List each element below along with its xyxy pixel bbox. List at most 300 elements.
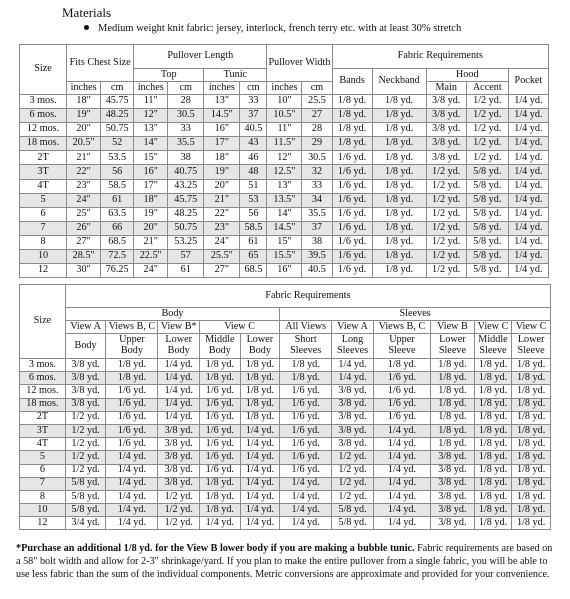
table-cell: 1/2 yd. bbox=[466, 95, 508, 109]
table-cell: 28.5" bbox=[67, 250, 101, 264]
row-size-label: 18 mos. bbox=[20, 398, 66, 411]
table-cell: 1/4 yd. bbox=[373, 424, 430, 437]
table-cell: 1/8 yd. bbox=[512, 411, 551, 424]
table-cell: 25" bbox=[67, 207, 101, 221]
table-cell: 46 bbox=[240, 151, 267, 165]
table-cell: 1/8 yd. bbox=[431, 424, 475, 437]
table-cell: 1/8 yd. bbox=[372, 221, 426, 235]
table-cell: 5/8 yd. bbox=[65, 477, 106, 490]
table-cell: 66 bbox=[101, 221, 134, 235]
table-cell: 1/8 yd. bbox=[512, 385, 551, 398]
table-cell: 30" bbox=[67, 264, 101, 278]
table-row bbox=[20, 221, 549, 235]
table-cell: 25.5" bbox=[204, 250, 240, 264]
table-cell: 1/4 yd. bbox=[332, 359, 374, 372]
table-cell: 1/8 yd. bbox=[200, 359, 241, 372]
table-cell: 22.5" bbox=[134, 250, 168, 264]
table-cell: 3/8 yd. bbox=[332, 438, 374, 451]
table-cell: 12" bbox=[134, 109, 168, 123]
table-cell: 1/2 yd. bbox=[332, 490, 374, 503]
table-cell: 1/6 yd. bbox=[332, 151, 372, 165]
table-cell: 1/8 yd. bbox=[431, 359, 475, 372]
table-cell: 1/8 yd. bbox=[474, 424, 511, 437]
t1-unit-inches: inches bbox=[204, 82, 240, 95]
row-size-label: 5 bbox=[20, 451, 66, 464]
t1-unit-cm: cm bbox=[302, 82, 332, 95]
table-cell: 1/6 yd. bbox=[200, 451, 241, 464]
table-cell: 3/8 yd. bbox=[332, 385, 374, 398]
t1-header-main: Main bbox=[426, 82, 466, 95]
table-cell: 5/8 yd. bbox=[466, 179, 508, 193]
table-cell: 1/2 yd. bbox=[65, 451, 106, 464]
table-cell: 1/6 yd. bbox=[332, 207, 372, 221]
row-size-label: 3 mos. bbox=[20, 95, 67, 109]
table-cell: 1/2 yd. bbox=[426, 250, 466, 264]
table-cell: 1/4 yd. bbox=[508, 221, 548, 235]
table-cell: 1/2 yd. bbox=[426, 221, 466, 235]
row-size-label: 8 bbox=[20, 235, 67, 249]
table-cell: 1/2 yd. bbox=[332, 477, 374, 490]
table-row bbox=[20, 137, 549, 151]
t2-part: Upper Body bbox=[106, 334, 158, 359]
table-cell: 1/8 yd. bbox=[332, 95, 372, 109]
table-cell: 11.5" bbox=[267, 137, 302, 151]
table-cell: 1/2 yd. bbox=[65, 464, 106, 477]
table-cell: 22" bbox=[67, 165, 101, 179]
table-cell: 1/8 yd. bbox=[280, 359, 332, 372]
table-row bbox=[20, 398, 551, 411]
table-cell: 5/8 yd. bbox=[466, 250, 508, 264]
table-cell: 3/8 yd. bbox=[65, 385, 106, 398]
table-cell: 1/2 yd. bbox=[332, 451, 374, 464]
table-row bbox=[20, 250, 549, 264]
t2-view: Views B, C bbox=[106, 321, 158, 334]
table-row bbox=[20, 385, 551, 398]
table-cell: 40.5 bbox=[302, 264, 332, 278]
table-cell: 19" bbox=[134, 207, 168, 221]
table-cell: 18" bbox=[67, 95, 101, 109]
table-cell: 1/8 yd. bbox=[431, 411, 475, 424]
t1-header-neckband: Neckband bbox=[372, 69, 426, 95]
table-cell: 1/8 yd. bbox=[474, 504, 511, 517]
table-cell: 1/8 yd. bbox=[332, 109, 372, 123]
table-row bbox=[20, 165, 549, 179]
table-cell: 1/6 yd. bbox=[200, 438, 241, 451]
table-row bbox=[20, 372, 551, 385]
row-size-label: 2T bbox=[20, 151, 67, 165]
table-cell: 1/8 yd. bbox=[512, 504, 551, 517]
table-row bbox=[20, 193, 549, 207]
table-cell: 1/6 yd. bbox=[280, 385, 332, 398]
table-cell: 1/8 yd. bbox=[512, 359, 551, 372]
t2-header-size: Size bbox=[20, 285, 66, 359]
table-cell: 28 bbox=[302, 123, 332, 137]
table-cell: 1/2 yd. bbox=[65, 438, 106, 451]
table-cell: 3/8 yd. bbox=[426, 109, 466, 123]
table-cell: 1/4 yd. bbox=[373, 517, 430, 530]
table-cell: 58.5 bbox=[240, 221, 267, 235]
table-cell: 1/8 yd. bbox=[474, 490, 511, 503]
table-cell: 1/4 yd. bbox=[158, 372, 200, 385]
table-cell: 48 bbox=[240, 165, 267, 179]
table-cell: 3/8 yd. bbox=[332, 398, 374, 411]
table-cell: 3/4 yd. bbox=[65, 517, 106, 530]
table-cell: 45.75 bbox=[168, 193, 204, 207]
table-cell: 5/8 yd. bbox=[65, 504, 106, 517]
table-cell: 1/4 yd. bbox=[508, 193, 548, 207]
table-cell: 72.5 bbox=[101, 250, 134, 264]
table-cell: 20" bbox=[204, 179, 240, 193]
bullet-icon bbox=[84, 25, 89, 30]
table-cell: 20" bbox=[67, 123, 101, 137]
table-cell: 1/6 yd. bbox=[332, 165, 372, 179]
table-cell: 57 bbox=[168, 250, 204, 264]
table-cell: 20" bbox=[134, 221, 168, 235]
table-cell: 1/8 yd. bbox=[474, 372, 511, 385]
table-cell: 1/4 yd. bbox=[373, 451, 430, 464]
table-cell: 3/8 yd. bbox=[158, 477, 200, 490]
table-cell: 1/8 yd. bbox=[372, 179, 426, 193]
table-cell: 27" bbox=[67, 235, 101, 249]
table-cell: 3/8 yd. bbox=[65, 398, 106, 411]
table-cell: 16" bbox=[134, 165, 168, 179]
table-cell: 1/4 yd. bbox=[508, 95, 548, 109]
table-cell: 1/2 yd. bbox=[426, 193, 466, 207]
t2-part: Lower Sleeve bbox=[431, 334, 475, 359]
t1-unit-inches: inches bbox=[134, 82, 168, 95]
table-cell: 3/8 yd. bbox=[158, 451, 200, 464]
table-cell: 1/4 yd. bbox=[508, 179, 548, 193]
table-row bbox=[20, 207, 549, 221]
table-cell: 14.5" bbox=[267, 221, 302, 235]
table-cell: 1/8 yd. bbox=[240, 385, 280, 398]
table-cell: 1/8 yd. bbox=[474, 438, 511, 451]
table-cell: 21" bbox=[134, 235, 168, 249]
table-cell: 1/8 yd. bbox=[240, 359, 280, 372]
table-cell: 50.75 bbox=[168, 221, 204, 235]
table-cell: 13" bbox=[134, 123, 168, 137]
row-size-label: 6 mos. bbox=[20, 372, 66, 385]
table-cell: 32 bbox=[302, 165, 332, 179]
materials-text: Medium weight knit fabric: jersey, interlock, french terry etc. with at least 30% stretch bbox=[98, 23, 462, 34]
table-cell: 1/4 yd. bbox=[280, 477, 332, 490]
table-row bbox=[20, 179, 549, 193]
size-chart-table bbox=[19, 44, 549, 278]
table-cell: 39.5 bbox=[302, 250, 332, 264]
table-cell: 1/6 yd. bbox=[280, 438, 332, 451]
table-cell: 1/4 yd. bbox=[106, 490, 158, 503]
table-cell: 24" bbox=[67, 193, 101, 207]
table-cell: 53 bbox=[240, 193, 267, 207]
footnote bbox=[16, 542, 556, 581]
table-cell: 1/8 yd. bbox=[240, 398, 280, 411]
t2-part: Lower Body bbox=[240, 334, 280, 359]
table-cell: 1/2 yd. bbox=[158, 517, 200, 530]
table-cell: 1/4 yd. bbox=[240, 424, 280, 437]
row-size-label: 12 bbox=[20, 517, 66, 530]
table-cell: 29 bbox=[302, 137, 332, 151]
t2-header-body: Body bbox=[65, 308, 279, 321]
table-cell: 21" bbox=[204, 193, 240, 207]
table-cell: 1/6 yd. bbox=[200, 385, 241, 398]
table-cell: 1/8 yd. bbox=[372, 95, 426, 109]
table-row bbox=[20, 451, 551, 464]
table-cell: 3/8 yd. bbox=[431, 451, 475, 464]
table-row bbox=[20, 235, 549, 249]
table-cell: 26" bbox=[67, 221, 101, 235]
t1-header-top: Top bbox=[134, 69, 204, 82]
table-cell: 1/6 yd. bbox=[280, 464, 332, 477]
row-size-label: 6 bbox=[20, 207, 67, 221]
table-cell: 27" bbox=[204, 264, 240, 278]
t2-part: Lower Sleeve bbox=[512, 334, 551, 359]
table-cell: 1/8 yd. bbox=[372, 207, 426, 221]
table-cell: 23" bbox=[67, 179, 101, 193]
table-row bbox=[20, 109, 549, 123]
table-cell: 1/4 yd. bbox=[373, 438, 430, 451]
table-cell: 5/8 yd. bbox=[332, 517, 374, 530]
table-cell: 1/6 yd. bbox=[106, 411, 158, 424]
table-cell: 1/8 yd. bbox=[372, 264, 426, 278]
table-cell: 1/6 yd. bbox=[373, 372, 430, 385]
table-row bbox=[20, 517, 551, 530]
table-cell: 1/8 yd. bbox=[372, 137, 426, 151]
table-cell: 1/4 yd. bbox=[373, 504, 430, 517]
table-cell: 14" bbox=[267, 207, 302, 221]
table-cell: 1/6 yd. bbox=[200, 398, 241, 411]
table-cell: 3/8 yd. bbox=[158, 438, 200, 451]
table-cell: 5/8 yd. bbox=[466, 193, 508, 207]
table-cell: 1/2 yd. bbox=[158, 504, 200, 517]
table-cell: 3/8 yd. bbox=[431, 517, 475, 530]
table-cell: 1/6 yd. bbox=[200, 411, 241, 424]
table-cell: 5/8 yd. bbox=[466, 264, 508, 278]
table-cell: 1/2 yd. bbox=[466, 137, 508, 151]
table-cell: 1/4 yd. bbox=[106, 451, 158, 464]
table-row bbox=[20, 264, 549, 278]
table-cell: 1/6 yd. bbox=[200, 424, 241, 437]
table-cell: 30.5 bbox=[168, 109, 204, 123]
row-size-label: 4T bbox=[20, 438, 66, 451]
t2-part: Lower Body bbox=[158, 334, 200, 359]
table-cell: 1/4 yd. bbox=[508, 151, 548, 165]
table-cell: 1/4 yd. bbox=[240, 464, 280, 477]
table-cell: 1/4 yd. bbox=[200, 517, 241, 530]
table-cell: 17" bbox=[134, 179, 168, 193]
t1-header-hood: Hood bbox=[426, 69, 508, 82]
table-cell: 25.5 bbox=[302, 95, 332, 109]
t2-view: View C bbox=[474, 321, 511, 334]
table-cell: 1/4 yd. bbox=[106, 517, 158, 530]
table-cell: 1/2 yd. bbox=[158, 490, 200, 503]
table-cell: 1/4 yd. bbox=[373, 464, 430, 477]
table-cell: 1/6 yd. bbox=[332, 235, 372, 249]
footnote-text: Fabric requirements are based on a 58" bolt width and allow for 2-3" shrinkage/yard. If you plan to make the entire pullover from a single fabric, you will be able to use less fabric than the sum of the individual components. Metric conversions are approximate and provided for your convenience. bbox=[16, 543, 553, 580]
table-cell: 1/4 yd. bbox=[280, 504, 332, 517]
table-cell: 1/8 yd. bbox=[512, 517, 551, 530]
table-cell: 1/8 yd. bbox=[200, 372, 241, 385]
table-cell: 1/4 yd. bbox=[158, 359, 200, 372]
table-cell: 51 bbox=[240, 179, 267, 193]
table-cell: 1/4 yd. bbox=[240, 517, 280, 530]
table-cell: 53.5 bbox=[101, 151, 134, 165]
table-cell: 50.75 bbox=[101, 123, 134, 137]
t2-view: View B* bbox=[158, 321, 200, 334]
table-cell: 5/8 yd. bbox=[466, 165, 508, 179]
table-cell: 1/4 yd. bbox=[508, 264, 548, 278]
table-cell: 19" bbox=[204, 165, 240, 179]
table-row bbox=[20, 438, 551, 451]
table-cell: 63.5 bbox=[101, 207, 134, 221]
t2-view: Views B, C bbox=[373, 321, 430, 334]
table-cell: 1/6 yd. bbox=[106, 424, 158, 437]
row-size-label: 6 mos. bbox=[20, 109, 67, 123]
table-cell: 37 bbox=[302, 221, 332, 235]
table-cell: 3/8 yd. bbox=[158, 424, 200, 437]
table-cell: 1/6 yd. bbox=[332, 221, 372, 235]
t2-view: View B bbox=[431, 321, 475, 334]
row-size-label: 3T bbox=[20, 424, 66, 437]
table-cell: 1/8 yd. bbox=[240, 411, 280, 424]
table-cell: 1/8 yd. bbox=[474, 385, 511, 398]
row-size-label: 6 bbox=[20, 464, 66, 477]
table-cell: 61 bbox=[101, 193, 134, 207]
t2-view: View A bbox=[332, 321, 374, 334]
table-cell: 1/8 yd. bbox=[474, 464, 511, 477]
table-row bbox=[20, 411, 551, 424]
table-cell: 1/8 yd. bbox=[474, 359, 511, 372]
table-cell: 15.5" bbox=[267, 250, 302, 264]
row-size-label: 12 mos. bbox=[20, 123, 67, 137]
table-cell: 3/8 yd. bbox=[431, 477, 475, 490]
t2-part: Long Sleeves bbox=[332, 334, 374, 359]
row-size-label: 7 bbox=[20, 221, 67, 235]
table-cell: 1/6 yd. bbox=[373, 385, 430, 398]
t2-view: View C bbox=[200, 321, 280, 334]
table-cell: 5/8 yd. bbox=[65, 490, 106, 503]
table-cell: 33 bbox=[240, 95, 267, 109]
table-cell: 1/4 yd. bbox=[106, 504, 158, 517]
table-cell: 13" bbox=[267, 179, 302, 193]
table-cell: 1/4 yd. bbox=[240, 451, 280, 464]
table-cell: 1/4 yd. bbox=[508, 137, 548, 151]
table-cell: 1/8 yd. bbox=[332, 123, 372, 137]
t1-header-tunic: Tunic bbox=[204, 69, 267, 82]
table-cell: 56 bbox=[101, 165, 134, 179]
table-cell: 3/8 yd. bbox=[426, 137, 466, 151]
table-cell: 1/6 yd. bbox=[332, 250, 372, 264]
table-cell: 5/8 yd. bbox=[466, 221, 508, 235]
table-cell: 1/8 yd. bbox=[106, 372, 158, 385]
t2-header-fabric: Fabric Requirements bbox=[65, 285, 550, 308]
table-cell: 48.25 bbox=[101, 109, 134, 123]
table-cell: 1/6 yd. bbox=[106, 438, 158, 451]
table-cell: 33 bbox=[302, 179, 332, 193]
table-cell: 1/6 yd. bbox=[373, 398, 430, 411]
row-size-label: 10 bbox=[20, 504, 66, 517]
table-cell: 1/4 yd. bbox=[106, 477, 158, 490]
t1-unit-inches: inches bbox=[267, 82, 302, 95]
table-row bbox=[20, 477, 551, 490]
table-cell: 1/2 yd. bbox=[466, 151, 508, 165]
table-cell: 38 bbox=[302, 235, 332, 249]
table-cell: 1/8 yd. bbox=[431, 372, 475, 385]
t1-unit-cm: cm bbox=[240, 82, 267, 95]
t1-header-length: Pullover Length bbox=[134, 45, 267, 69]
table-cell: 1/4 yd. bbox=[106, 464, 158, 477]
table-cell: 1/4 yd. bbox=[240, 490, 280, 503]
table-cell: 1/2 yd. bbox=[426, 264, 466, 278]
table-cell: 20.5" bbox=[67, 137, 101, 151]
table-cell: 3/8 yd. bbox=[426, 151, 466, 165]
table-cell: 3/8 yd. bbox=[431, 490, 475, 503]
table-cell: 16" bbox=[267, 264, 302, 278]
table-cell: 1/2 yd. bbox=[426, 165, 466, 179]
table-cell: 3/8 yd. bbox=[431, 504, 475, 517]
table-cell: 3/8 yd. bbox=[65, 359, 106, 372]
table-cell: 1/2 yd. bbox=[332, 464, 374, 477]
t2-part: Upper Sleeve bbox=[373, 334, 430, 359]
table-cell: 30.5 bbox=[302, 151, 332, 165]
table-cell: 58.5 bbox=[101, 179, 134, 193]
table-cell: 1/6 yd. bbox=[200, 464, 241, 477]
table-cell: 15" bbox=[267, 235, 302, 249]
table-cell: 1/4 yd. bbox=[280, 490, 332, 503]
row-size-label: 8 bbox=[20, 490, 66, 503]
table-cell: 1/8 yd. bbox=[431, 438, 475, 451]
row-size-label: 4T bbox=[20, 179, 67, 193]
table-cell: 1/8 yd. bbox=[512, 424, 551, 437]
table-cell: 1/8 yd. bbox=[474, 398, 511, 411]
table-cell: 1/6 yd. bbox=[106, 385, 158, 398]
table-cell: 18" bbox=[134, 193, 168, 207]
table-cell: 1/8 yd. bbox=[512, 464, 551, 477]
table-cell: 3/8 yd. bbox=[332, 424, 374, 437]
table-cell: 1/8 yd. bbox=[200, 490, 241, 503]
footnote-bold: *Purchase an additional 1/8 yd. for the View B lower body if you are making a bubble tunic. bbox=[16, 543, 415, 554]
t2-view: View C bbox=[512, 321, 551, 334]
table-cell: 10" bbox=[267, 95, 302, 109]
table-cell: 56 bbox=[240, 207, 267, 221]
table-cell: 1/6 yd. bbox=[280, 424, 332, 437]
table-cell: 33 bbox=[168, 123, 204, 137]
table-cell: 1/8 yd. bbox=[474, 517, 511, 530]
table-cell: 1/8 yd. bbox=[372, 151, 426, 165]
fabric-requirements-table bbox=[19, 284, 551, 530]
table-cell: 1/8 yd. bbox=[512, 398, 551, 411]
table-cell: 68.5 bbox=[240, 264, 267, 278]
t1-unit-cm: cm bbox=[101, 82, 134, 95]
t1-header-chest: Fits Chest Size bbox=[67, 45, 134, 82]
table-cell: 1/6 yd. bbox=[332, 264, 372, 278]
table-cell: 1/8 yd. bbox=[512, 451, 551, 464]
table-cell: 43.25 bbox=[168, 179, 204, 193]
table-cell: 1/4 yd. bbox=[508, 250, 548, 264]
table-cell: 1/8 yd. bbox=[474, 451, 511, 464]
table-cell: 21" bbox=[67, 151, 101, 165]
table-cell: 1/6 yd. bbox=[332, 179, 372, 193]
table-cell: 1/4 yd. bbox=[158, 398, 200, 411]
table-cell: 45.75 bbox=[101, 95, 134, 109]
row-size-label: 3 mos. bbox=[20, 359, 66, 372]
table-cell: 22" bbox=[204, 207, 240, 221]
table-cell: 13.5" bbox=[267, 193, 302, 207]
table-row bbox=[20, 504, 551, 517]
table-cell: 1/8 yd. bbox=[372, 235, 426, 249]
table-cell: 61 bbox=[240, 235, 267, 249]
table-cell: 1/4 yd. bbox=[373, 490, 430, 503]
table-cell: 1/4 yd. bbox=[508, 207, 548, 221]
